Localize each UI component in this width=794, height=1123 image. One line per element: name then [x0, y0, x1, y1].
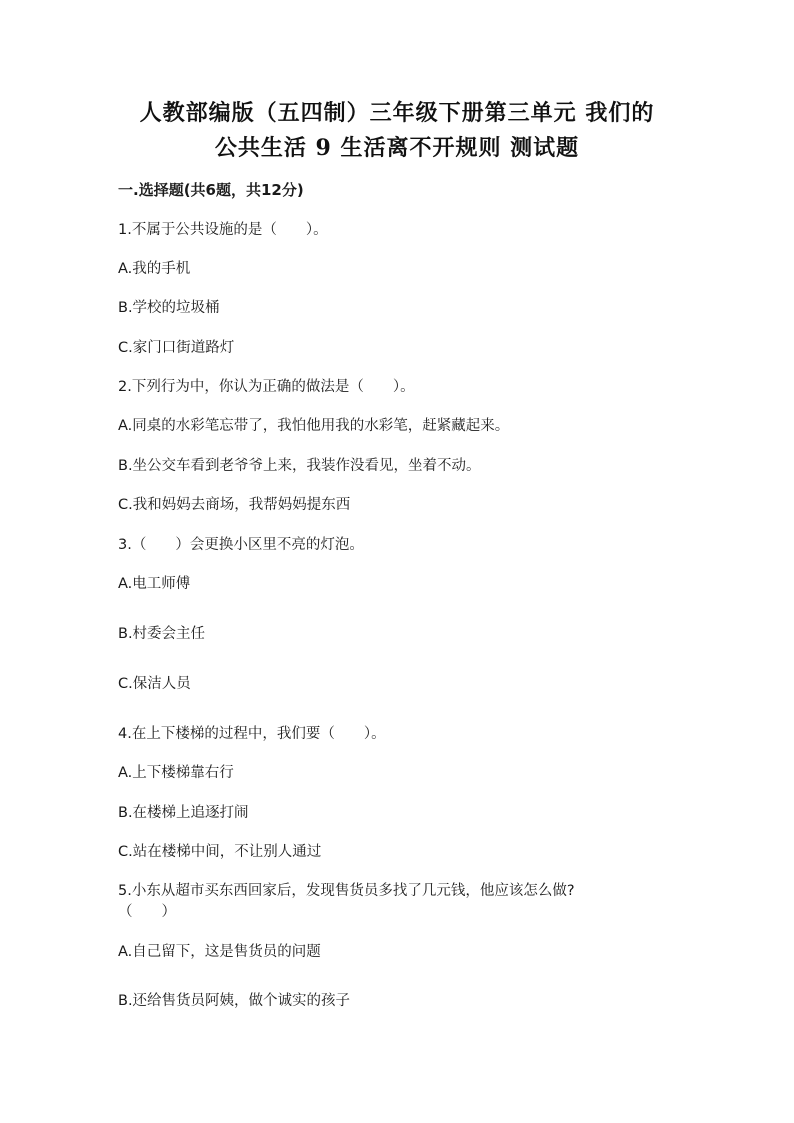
question-4-stem: 4.在上下楼梯的过程中，我们要（ ）。 [118, 726, 386, 742]
question-3-stem: 3.（ ）会更换小区里不亮的灯泡。 [118, 537, 364, 553]
question-1-option-a: A.我的手机 [118, 261, 191, 277]
question-5-option-a: A.自己留下，这是售货员的问题 [118, 944, 321, 960]
question-2-option-b: B.坐公交车看到老爷爷上来，我装作没看见，坐着不动。 [118, 458, 481, 474]
question-4-option-b: B.在楼梯上追逐打闹 [118, 805, 249, 821]
question-2-stem: 2.下列行为中，你认为正确的做法是（ ）。 [118, 379, 415, 395]
question-3-option-b: B.村委会主任 [118, 626, 206, 642]
question-3-option-c: C.保洁人员 [118, 676, 191, 692]
question-4-option-c: C.站在楼梯中间，不让别人通过 [118, 844, 322, 860]
question-5-stem-continuation: （ ） [118, 904, 176, 920]
question-1-stem: 1.不属于公共设施的是（ ）。 [118, 222, 328, 238]
question-1-option-b: B.学校的垃圾桶 [118, 300, 220, 316]
question-4-option-a: A.上下楼梯靠右行 [118, 765, 234, 781]
question-2-option-c: C.我和妈妈去商场，我帮妈妈提东西 [118, 497, 351, 513]
page-title-line-1: 人教部编版（五四制）三年级下册第三单元 我们的 [139, 100, 655, 126]
question-5-option-b: B.还给售货员阿姨，做个诚实的孩子 [118, 993, 351, 1009]
section-heading: 一.选择题(共6题，共12分) [118, 181, 304, 199]
question-1-option-c: C.家门口街道路灯 [118, 340, 235, 356]
question-2-option-a: A.同桌的水彩笔忘带了，我怕他用我的水彩笔，赶紧藏起来。 [118, 418, 510, 434]
question-3-option-a: A.电工师傅 [118, 576, 191, 592]
question-5-stem: 5.小东从超市买东西回家后，发现售货员多找了几元钱，他应该怎么做? [118, 883, 575, 899]
page-title-line-2: 公共生活 9 生活离不开规则 测试题 [214, 135, 580, 161]
